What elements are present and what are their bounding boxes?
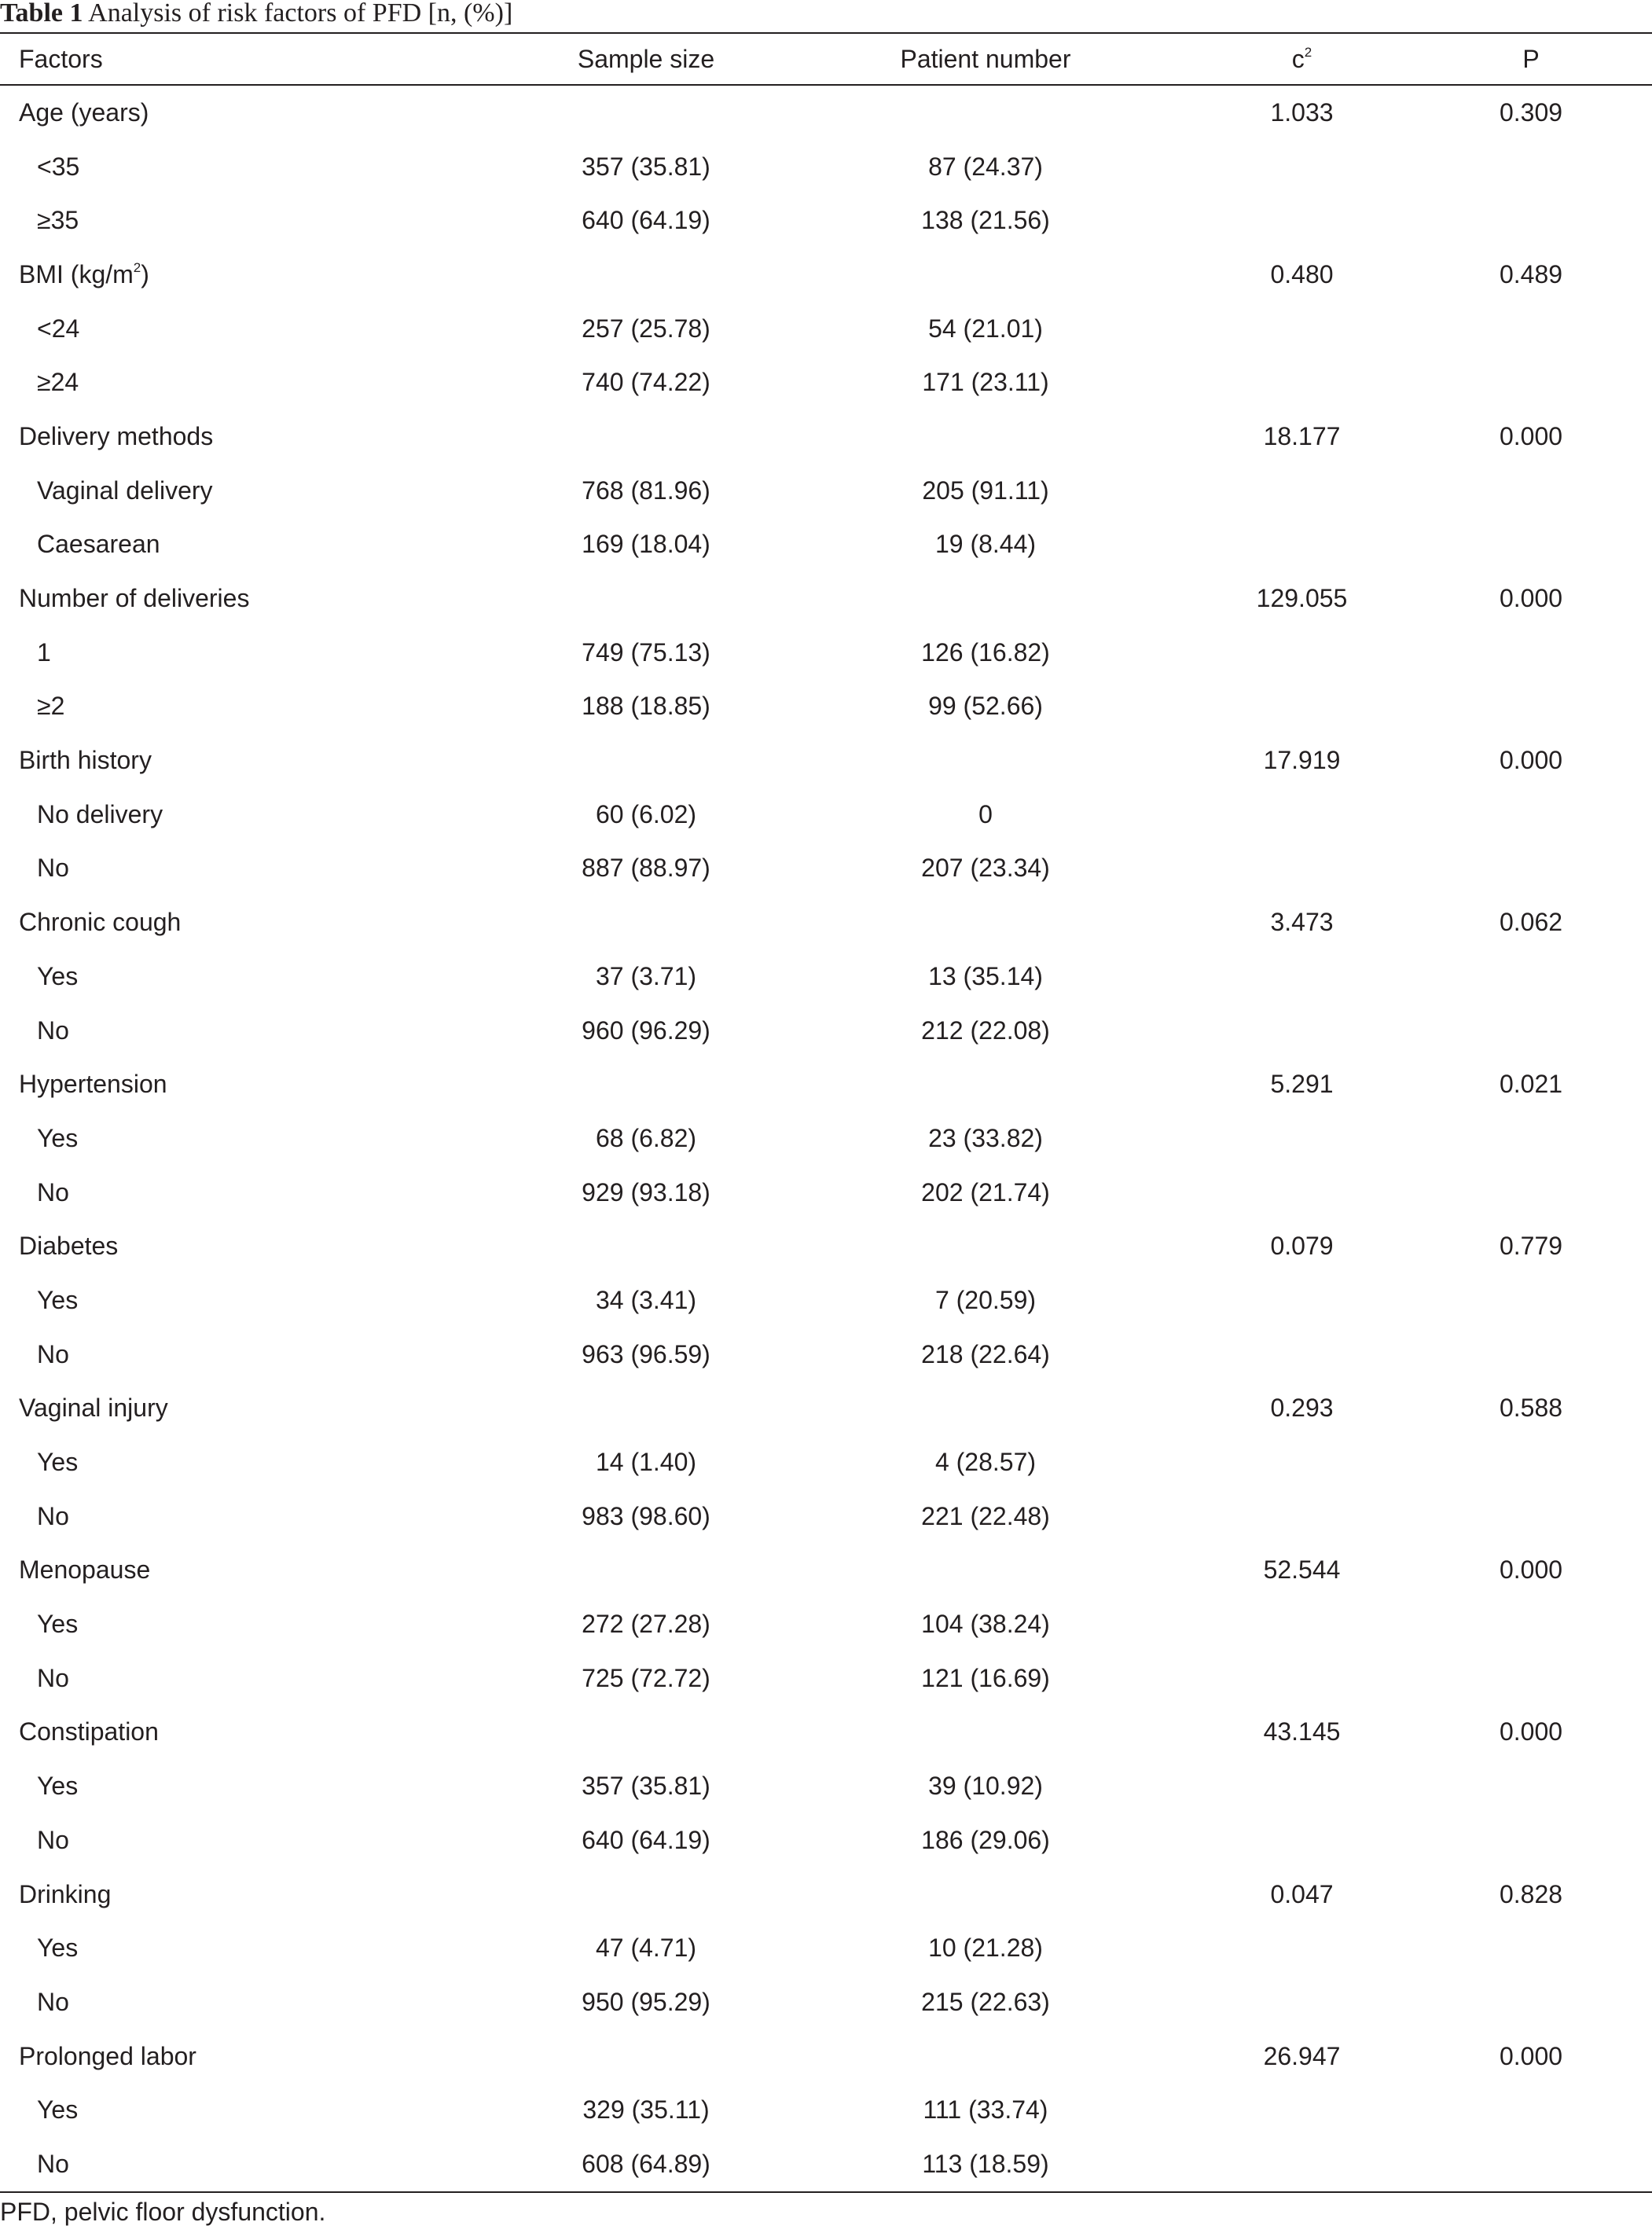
factor-subcategory-cell	[0, 2137, 515, 2192]
chi-square-cell: 3.473	[1270, 908, 1334, 937]
table-row	[0, 626, 1652, 680]
sample-size-cell: 357 (35.81)	[582, 152, 710, 181]
chi-square-cell	[1194, 355, 1410, 410]
table-row	[0, 518, 1652, 572]
table-caption-label: Table 1	[0, 0, 83, 28]
table-row	[0, 1435, 1652, 1489]
patient-number-cell	[777, 1544, 1194, 1598]
p-value-cell	[1410, 1489, 1652, 1544]
factor-category-cell	[0, 85, 515, 140]
sample-size-cell	[515, 1706, 777, 1760]
p-value-cell	[1410, 626, 1652, 680]
p-value-cell: 0.000	[1499, 584, 1563, 613]
patient-number-cell: 104 (38.24)	[921, 1610, 1050, 1639]
sample-size-cell: 983 (98.60)	[582, 1501, 710, 1530]
factor-label: BMI (kg/m	[19, 259, 134, 288]
chi-square-cell: 5.291	[1270, 1070, 1334, 1099]
factor-label: Yes	[37, 1610, 79, 1639]
sample-size-cell	[515, 1382, 777, 1436]
factor-subcategory-cell	[0, 1004, 515, 1058]
patient-number-cell	[777, 1868, 1194, 1922]
table-row	[0, 2083, 1652, 2137]
chi-square-cell	[1194, 949, 1410, 1004]
factor-label-suffix: )	[141, 259, 149, 288]
p-value-cell: 0.021	[1499, 1070, 1563, 1099]
sample-size-cell: 887 (88.97)	[582, 854, 710, 883]
sample-size-cell	[515, 895, 777, 949]
p-value-cell	[1410, 949, 1652, 1004]
factor-subcategory-cell	[0, 1435, 515, 1489]
p-value-cell: 0.000	[1499, 746, 1563, 775]
factor-label-superscript: 2	[133, 259, 141, 275]
sample-size-cell: 68 (6.82)	[595, 1123, 697, 1152]
chi-square-cell	[1194, 464, 1410, 518]
sample-size-cell	[515, 1219, 777, 1273]
chi-square-cell: 52.544	[1263, 1555, 1341, 1585]
patient-number-cell	[777, 733, 1194, 788]
factor-label: Age (years)	[19, 97, 149, 127]
chi-square-cell	[1194, 1813, 1410, 1868]
p-value-cell	[1410, 518, 1652, 572]
header-patient-number: Patient number	[900, 44, 1071, 73]
chi-square-cell	[1194, 1489, 1410, 1544]
sample-size-cell: 60 (6.02)	[595, 799, 697, 828]
table-row	[0, 1273, 1652, 1328]
patient-number-cell: 126 (16.82)	[921, 637, 1050, 667]
factor-label: No	[37, 1177, 69, 1206]
sample-size-cell	[515, 571, 777, 626]
chi-square-cell	[1194, 842, 1410, 896]
p-value-cell	[1410, 842, 1652, 896]
sample-size-cell: 960 (96.29)	[582, 1016, 710, 1045]
p-value-cell: 0.309	[1499, 97, 1563, 127]
chi-square-cell	[1194, 1273, 1410, 1328]
patient-number-cell: 0	[978, 799, 993, 828]
patient-number-cell: 54 (21.01)	[928, 314, 1043, 343]
factor-subcategory-cell	[0, 193, 515, 248]
factor-label: No	[37, 1825, 69, 1854]
patient-number-cell: 87 (24.37)	[928, 152, 1043, 181]
table-body	[0, 85, 1652, 2192]
chi-square-cell: 1.033	[1270, 97, 1334, 127]
factor-subcategory-cell	[0, 680, 515, 734]
table-row	[0, 248, 1652, 302]
patient-number-cell: 186 (29.06)	[921, 1825, 1050, 1854]
factor-subcategory-cell	[0, 302, 515, 356]
factor-label: Diabetes	[19, 1232, 119, 1261]
sample-size-cell: 188 (18.85)	[582, 692, 710, 721]
sample-size-cell: 768 (81.96)	[582, 476, 710, 505]
patient-number-cell: 205 (91.11)	[922, 476, 1049, 505]
patient-number-cell: 202 (21.74)	[921, 1177, 1050, 1206]
chi-square-cell	[1194, 680, 1410, 734]
sample-size-cell: 725 (72.72)	[582, 1663, 710, 1692]
factor-subcategory-cell	[0, 1111, 515, 1166]
patient-number-cell: 39 (10.92)	[928, 1772, 1043, 1801]
table-row	[0, 410, 1652, 464]
header-chi-base: c	[1291, 44, 1305, 73]
chi-square-cell: 0.480	[1270, 259, 1334, 288]
patient-number-cell	[777, 1057, 1194, 1111]
sample-size-cell: 740 (74.22)	[582, 368, 710, 397]
factor-label: No	[37, 1663, 69, 1692]
patient-number-cell	[777, 2029, 1194, 2084]
factor-label: Yes	[37, 1285, 79, 1314]
p-value-cell	[1410, 355, 1652, 410]
table-row	[0, 571, 1652, 626]
sample-size-cell	[515, 85, 777, 140]
factor-category-cell	[0, 248, 515, 302]
chi-square-cell: 43.145	[1263, 1717, 1341, 1746]
factor-subcategory-cell	[0, 1489, 515, 1544]
factor-category-cell	[0, 895, 515, 949]
table-row	[0, 1544, 1652, 1598]
p-value-cell	[1410, 1328, 1652, 1382]
chi-square-cell: 18.177	[1263, 421, 1341, 450]
p-value-cell	[1410, 2083, 1652, 2137]
factor-subcategory-cell	[0, 464, 515, 518]
chi-square-cell: 129.055	[1256, 584, 1348, 613]
factor-label: Caesarean	[37, 530, 160, 559]
p-value-cell: 0.000	[1499, 2041, 1563, 2070]
patient-number-cell: 171 (23.11)	[922, 368, 1049, 397]
chi-square-cell	[1194, 1111, 1410, 1166]
table-row	[0, 842, 1652, 896]
factor-label: <35	[37, 152, 80, 181]
chi-square-cell	[1194, 1004, 1410, 1058]
table-row	[0, 464, 1652, 518]
p-value-cell	[1410, 193, 1652, 248]
table-row	[0, 1219, 1652, 1273]
factor-category-cell	[0, 1382, 515, 1436]
table-row	[0, 85, 1652, 140]
factor-label: Yes	[37, 1934, 79, 1963]
table-row	[0, 1868, 1652, 1922]
patient-number-cell: 212 (22.08)	[921, 1016, 1050, 1045]
factor-label: Yes	[37, 2095, 79, 2125]
chi-square-cell	[1194, 1921, 1410, 1975]
p-value-cell	[1410, 140, 1652, 194]
header-sample-size: Sample size	[577, 44, 715, 73]
factor-label: Vaginal injury	[19, 1394, 168, 1423]
sample-size-cell: 272 (27.28)	[582, 1610, 710, 1639]
table-row	[0, 1166, 1652, 1220]
sample-size-cell: 950 (95.29)	[582, 1987, 710, 2016]
factor-label: ≥2	[37, 692, 65, 721]
sample-size-cell: 47 (4.71)	[595, 1934, 697, 1963]
sample-size-cell: 963 (96.59)	[582, 1339, 710, 1368]
table-row	[0, 1004, 1652, 1058]
factor-label: Yes	[37, 1123, 79, 1152]
p-value-cell: 0.000	[1499, 1717, 1563, 1746]
p-value-cell	[1410, 680, 1652, 734]
sample-size-cell	[515, 248, 777, 302]
factor-label: Yes	[37, 961, 79, 990]
sample-size-cell: 608 (64.89)	[582, 2149, 710, 2178]
chi-square-cell	[1194, 1651, 1410, 1706]
factor-category-cell	[0, 1219, 515, 1273]
patient-number-cell	[777, 1706, 1194, 1760]
sample-size-cell	[515, 1868, 777, 1922]
sample-size-cell	[515, 733, 777, 788]
factor-label: Menopause	[19, 1555, 151, 1585]
factor-subcategory-cell	[0, 788, 515, 842]
factor-subcategory-cell	[0, 1921, 515, 1975]
chi-square-cell	[1194, 1975, 1410, 2029]
factor-label: Hypertension	[19, 1070, 167, 1099]
factor-category-cell	[0, 410, 515, 464]
patient-number-cell	[777, 1382, 1194, 1436]
p-value-cell	[1410, 302, 1652, 356]
factor-subcategory-cell	[0, 1759, 515, 1813]
factor-label: <24	[37, 314, 80, 343]
factor-category-cell	[0, 733, 515, 788]
patient-number-cell: 4 (28.57)	[934, 1448, 1037, 1477]
sample-size-cell: 929 (93.18)	[582, 1177, 710, 1206]
chi-square-cell	[1194, 2137, 1410, 2192]
patient-number-cell: 138 (21.56)	[921, 206, 1050, 235]
patient-number-cell: 13 (35.14)	[928, 961, 1043, 990]
chi-square-cell: 0.293	[1270, 1394, 1334, 1423]
factor-subcategory-cell	[0, 518, 515, 572]
table-row	[0, 1706, 1652, 1760]
chi-square-cell	[1194, 140, 1410, 194]
p-value-cell	[1410, 1273, 1652, 1328]
header-factors: Factors	[19, 44, 103, 73]
patient-number-cell: 215 (22.63)	[921, 1987, 1050, 2016]
factor-label: ≥35	[37, 206, 79, 235]
factor-subcategory-cell	[0, 1273, 515, 1328]
sample-size-cell: 34 (3.41)	[595, 1285, 697, 1314]
table-row	[0, 193, 1652, 248]
table-row	[0, 788, 1652, 842]
table-row	[0, 680, 1652, 734]
p-value-cell: 0.828	[1499, 1879, 1563, 1908]
patient-number-cell	[777, 248, 1194, 302]
factor-label: No	[37, 2149, 69, 2178]
patient-number-cell	[777, 410, 1194, 464]
table-row	[0, 1975, 1652, 2029]
table-row	[0, 1597, 1652, 1651]
factor-label: No	[37, 1339, 69, 1368]
sample-size-cell: 37 (3.71)	[595, 961, 697, 990]
factor-subcategory-cell	[0, 1328, 515, 1382]
factor-label: No delivery	[37, 799, 163, 828]
factor-label: Chronic cough	[19, 908, 182, 937]
patient-number-cell: 121 (16.69)	[921, 1663, 1050, 1692]
sample-size-cell	[515, 2029, 777, 2084]
table-row	[0, 1382, 1652, 1436]
chi-square-cell	[1194, 193, 1410, 248]
p-value-cell	[1410, 1004, 1652, 1058]
factor-subcategory-cell	[0, 842, 515, 896]
factor-subcategory-cell	[0, 355, 515, 410]
factor-subcategory-cell	[0, 140, 515, 194]
table-row	[0, 1057, 1652, 1111]
sample-size-cell	[515, 1544, 777, 1598]
patient-number-cell	[777, 85, 1194, 140]
patient-number-cell: 7 (20.59)	[934, 1285, 1037, 1314]
factor-subcategory-cell	[0, 1651, 515, 1706]
patient-number-cell: 113 (18.59)	[922, 2149, 1049, 2178]
sample-size-cell	[515, 410, 777, 464]
chi-square-cell	[1194, 1759, 1410, 1813]
factor-category-cell	[0, 1868, 515, 1922]
p-value-cell: 0.000	[1499, 421, 1563, 450]
patient-number-cell: 19 (8.44)	[934, 530, 1037, 559]
chi-square-cell	[1194, 1435, 1410, 1489]
factor-subcategory-cell	[0, 1597, 515, 1651]
p-value-cell	[1410, 1921, 1652, 1975]
factor-label: Yes	[37, 1448, 79, 1477]
patient-number-cell	[777, 895, 1194, 949]
chi-square-cell: 0.047	[1270, 1879, 1334, 1908]
table-row	[0, 302, 1652, 356]
table-row	[0, 140, 1652, 194]
factor-subcategory-cell	[0, 2083, 515, 2137]
table-row	[0, 1921, 1652, 1975]
p-value-cell	[1410, 1111, 1652, 1166]
chi-square-cell	[1194, 788, 1410, 842]
table-row	[0, 1813, 1652, 1868]
factor-label: Birth history	[19, 746, 152, 775]
sample-size-cell: 257 (25.78)	[582, 314, 710, 343]
chi-square-cell	[1194, 626, 1410, 680]
factor-subcategory-cell	[0, 1813, 515, 1868]
table-row	[0, 1651, 1652, 1706]
sample-size-cell: 749 (75.13)	[582, 637, 710, 667]
table-row	[0, 1111, 1652, 1166]
factor-label: No	[37, 1016, 69, 1045]
patient-number-cell: 111 (33.74)	[923, 2095, 1048, 2125]
factor-label: No	[37, 854, 69, 883]
factor-label: Number of deliveries	[19, 584, 250, 613]
factor-category-cell	[0, 1057, 515, 1111]
factor-label: Delivery methods	[19, 421, 214, 450]
chi-square-cell	[1194, 302, 1410, 356]
sample-size-cell: 640 (64.19)	[582, 206, 710, 235]
factor-category-cell	[0, 1706, 515, 1760]
p-value-cell	[1410, 1651, 1652, 1706]
table-caption-text: Analysis of risk factors of PFD [n, (%)]	[88, 0, 513, 28]
patient-number-cell: 23 (33.82)	[928, 1123, 1043, 1152]
patient-number-cell: 221 (22.48)	[921, 1501, 1050, 1530]
factor-category-cell	[0, 1544, 515, 1598]
patient-number-cell: 10 (21.28)	[928, 1934, 1043, 1963]
factor-category-cell	[0, 2029, 515, 2084]
p-value-cell: 0.000	[1499, 1555, 1563, 1585]
table-row	[0, 1328, 1652, 1382]
factor-label: Prolonged labor	[19, 2041, 196, 2070]
header-chi-sup: 2	[1304, 44, 1312, 60]
p-value-cell	[1410, 1813, 1652, 1868]
table-row	[0, 2029, 1652, 2084]
chi-square-cell	[1194, 2083, 1410, 2137]
patient-number-cell: 99 (52.66)	[928, 692, 1043, 721]
p-value-cell	[1410, 1435, 1652, 1489]
chi-square-cell	[1194, 518, 1410, 572]
factor-subcategory-cell	[0, 1975, 515, 2029]
factor-label: No	[37, 1987, 69, 2016]
p-value-cell	[1410, 1975, 1652, 2029]
factor-label: Vaginal delivery	[37, 476, 213, 505]
p-value-cell	[1410, 464, 1652, 518]
header-chi-square	[1194, 33, 1410, 85]
factor-label: ≥24	[37, 368, 79, 397]
p-value-cell: 0.489	[1499, 259, 1563, 288]
patient-number-cell: 218 (22.64)	[921, 1339, 1050, 1368]
sample-size-cell: 169 (18.04)	[582, 530, 710, 559]
factor-category-cell	[0, 571, 515, 626]
table-row	[0, 895, 1652, 949]
p-value-cell: 0.779	[1499, 1232, 1563, 1261]
table-row	[0, 1489, 1652, 1544]
risk-factor-table	[0, 32, 1652, 2193]
patient-number-cell	[777, 1219, 1194, 1273]
factor-subcategory-cell	[0, 949, 515, 1004]
chi-square-cell: 26.947	[1263, 2041, 1341, 2070]
chi-square-cell	[1194, 1597, 1410, 1651]
chi-square-cell	[1194, 1166, 1410, 1220]
sample-size-cell: 357 (35.81)	[582, 1772, 710, 1801]
chi-square-cell: 0.079	[1270, 1232, 1334, 1261]
p-value-cell: 0.588	[1499, 1394, 1563, 1423]
table-footnote: PFD, pelvic floor dysfunction.	[0, 2198, 326, 2226]
table-caption	[0, 0, 512, 31]
factor-label: No	[37, 1501, 69, 1530]
factor-subcategory-cell	[0, 626, 515, 680]
patient-number-cell	[777, 571, 1194, 626]
factor-label: Constipation	[19, 1717, 159, 1746]
sample-size-cell: 329 (35.11)	[582, 2095, 710, 2125]
table-row	[0, 949, 1652, 1004]
table-row	[0, 355, 1652, 410]
chi-square-cell: 17.919	[1263, 746, 1341, 775]
sample-size-cell: 640 (64.19)	[582, 1825, 710, 1854]
sample-size-cell	[515, 1057, 777, 1111]
table-row	[0, 1759, 1652, 1813]
table-row	[0, 2137, 1652, 2192]
sample-size-cell: 14 (1.40)	[595, 1448, 697, 1477]
p-value-cell	[1410, 1597, 1652, 1651]
p-value-cell: 0.062	[1499, 908, 1563, 937]
chi-square-cell	[1194, 1328, 1410, 1382]
patient-number-cell: 207 (23.34)	[921, 854, 1050, 883]
p-value-cell	[1410, 1166, 1652, 1220]
table-header-row	[0, 33, 1652, 85]
factor-label: Drinking	[19, 1879, 112, 1908]
table-row	[0, 733, 1652, 788]
p-value-cell	[1410, 2137, 1652, 2192]
factor-label: 1	[37, 637, 51, 667]
factor-subcategory-cell	[0, 1166, 515, 1220]
header-p-value: P	[1522, 44, 1540, 73]
p-value-cell	[1410, 788, 1652, 842]
p-value-cell	[1410, 1759, 1652, 1813]
factor-label: Yes	[37, 1772, 79, 1801]
